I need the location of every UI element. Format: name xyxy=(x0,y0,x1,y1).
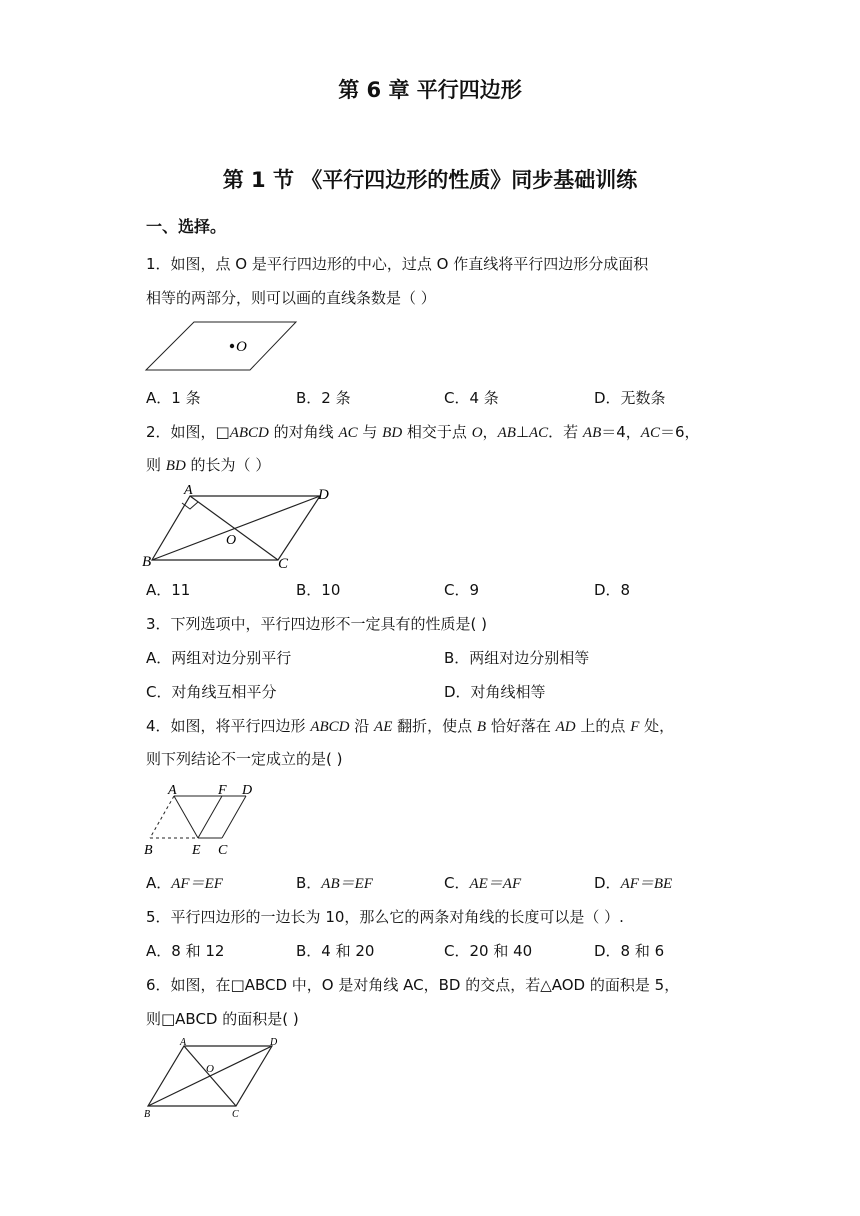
q4-label-e: E xyxy=(192,843,201,858)
q3-option-c: C．对角线互相平分 xyxy=(146,683,277,701)
q6-figure xyxy=(140,1036,290,1122)
q4-dashed-ab xyxy=(150,796,174,838)
q4-figure xyxy=(140,780,270,860)
q3-option-a: A．两组对边分别平行 xyxy=(146,649,292,667)
q3-line1: 3．下列选项中，平行四边形不一定具有的性质是( ) xyxy=(146,615,488,633)
q1-option-d: D．无数条 xyxy=(594,389,666,407)
q3-option-d: D．对角线相等 xyxy=(444,683,546,701)
chapter-title: 第 6 章 平行四边形 xyxy=(338,78,522,102)
q4-line2: 则下列结论不一定成立的是( ) xyxy=(146,750,343,768)
q6-line1: 6．如图，在□ABCD 中，O 是对角线 AC，BD 的交点，若△AOD 的面积是 5， xyxy=(146,976,680,994)
q4-edge-ae xyxy=(174,796,198,838)
q3-option-b: B．两组对边分别相等 xyxy=(444,649,590,667)
q2-diagonal-bd xyxy=(152,496,320,560)
q2-option-a: A．11 xyxy=(146,581,191,599)
q4-option-d: D．AF＝BE xyxy=(594,874,673,892)
q1-line1: 1．如图，点 O 是平行四边形的中心，过点 O 作直线将平行四边形分成面积 xyxy=(146,255,649,273)
q6-label-o: O xyxy=(206,1063,214,1075)
q4-line1: 4．如图，将平行四边形 ABCD 沿 AE 翻折，使点 B 恰好落在 AD 上的点 F 处， xyxy=(146,717,675,735)
q4-label-a: A xyxy=(168,783,177,798)
q2-label-c: C xyxy=(278,556,289,572)
section-title: 第 1 节 《平行四边形的性质》同步基础训练 xyxy=(222,168,638,192)
q4-label-b: B xyxy=(144,843,153,858)
q2-label-b: B xyxy=(142,554,152,570)
q5-option-b: B．4 和 20 xyxy=(296,942,375,960)
q2-option-b: B．10 xyxy=(296,581,341,599)
q4-label-d: D xyxy=(242,783,253,798)
q5-option-a: A．8 和 12 xyxy=(146,942,225,960)
q6-label-b: B xyxy=(144,1109,151,1120)
q1-label-o: O xyxy=(236,339,247,355)
q4-edge-dc xyxy=(222,796,246,838)
part-heading: 一、选择。 xyxy=(146,217,227,236)
q2-diagonal-ac xyxy=(190,496,278,560)
q1-line2: 相等的两部分，则可以画的直线条数是（ ） xyxy=(146,289,436,307)
q2-label-d: D xyxy=(318,487,329,503)
q1-figure xyxy=(144,318,304,374)
q1-parallelogram xyxy=(146,322,296,370)
q4-option-b: B．AB＝EF xyxy=(296,874,373,892)
q4-option-c: C．AE＝AF xyxy=(444,874,522,892)
q4-edge-fe xyxy=(198,796,222,838)
q6-label-a: A xyxy=(180,1037,187,1048)
q2-figure xyxy=(140,482,340,572)
q4-option-a: A．AF＝EF xyxy=(146,874,223,892)
q5-line1: 5．平行四边形的一边长为 10，那么它的两条对角线的长度可以是（ ）. xyxy=(146,908,624,926)
q2-label-o: O xyxy=(226,533,237,548)
q4-label-f: F xyxy=(218,783,227,798)
q2-line1: 2．如图，□ABCD 的对角线 AC 与 BD 相交于点 O，AB⊥AC．若 AB＝4，AC＝6， xyxy=(146,423,700,441)
q5-option-d: D．8 和 6 xyxy=(594,942,665,960)
q6-label-c: C xyxy=(232,1109,239,1120)
q2-option-d: D．8 xyxy=(594,581,631,599)
q2-line2: 则 BD 的长为（ ） xyxy=(146,456,271,474)
q2-option-c: C．9 xyxy=(444,581,480,599)
q1-option-c: C．4 条 xyxy=(444,389,499,407)
q1-center-point xyxy=(230,344,234,348)
q1-option-b: B．2 条 xyxy=(296,389,351,407)
q6-line2: 则□ABCD 的面积是( ) xyxy=(146,1010,299,1028)
q1-option-a: A．1 条 xyxy=(146,389,201,407)
q5-option-c: C．20 和 40 xyxy=(444,942,533,960)
q2-label-a: A xyxy=(184,483,193,498)
q6-label-d: D xyxy=(270,1037,278,1048)
q4-label-c: C xyxy=(218,843,228,858)
